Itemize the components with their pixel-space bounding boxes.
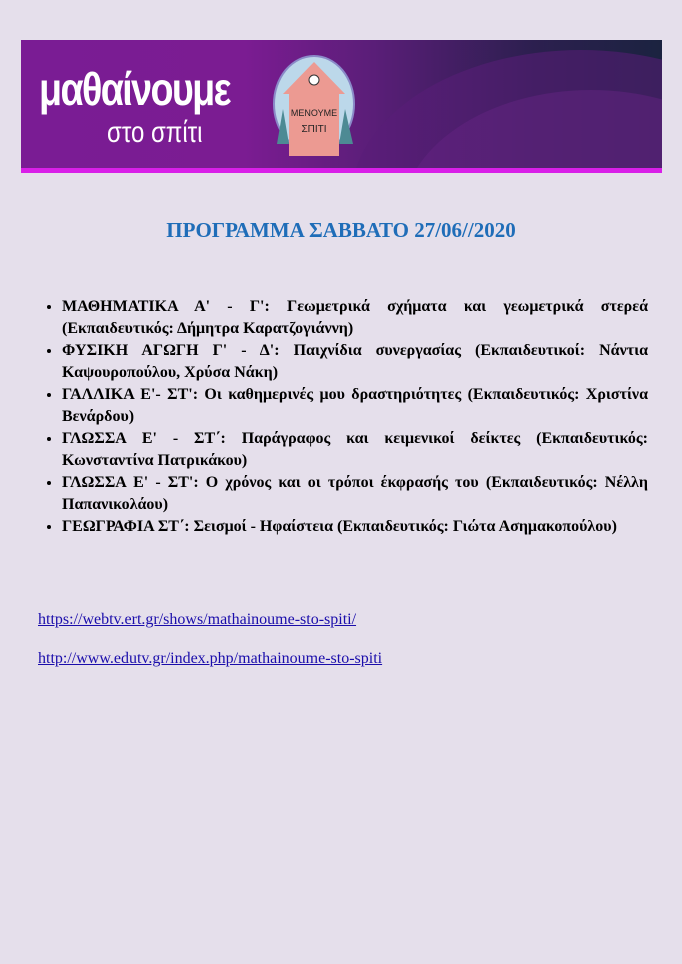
list-item: • ΓΑΛΛΙΚΑ Ε'- ΣΤ': Οι καθημερινές μου δραστηριότητες (Εκπαιδευτικός: Χριστίνα Βενάρδου) <box>62 384 648 428</box>
svg-text:ΣΠΙΤΙ: ΣΠΙΤΙ <box>301 124 327 135</box>
edutv-link[interactable]: http://www.edutv.gr/index.php/mathainoume-sto-spiti <box>38 650 383 667</box>
list-item: • ΦΥΣΙΚΗ ΑΓΩΓΗ Γ' - Δ': Παιχνίδια συνεργασίας (Εκπαιδευτικοί: Νάντια Καψουροπούλου, Χρύσα Νάκη) <box>62 340 648 384</box>
page-title: ΠΡΟΓΡΑΜΜΑ ΣΑΒΒΑΤΟ 27/06//2020 <box>166 218 516 242</box>
house-logo-icon <box>269 54 359 158</box>
program-list <box>62 296 648 538</box>
list-item: • ΓΕΩΓΡΑΦΙΑ ΣΤ΄: Σεισμοί - Ηφαίστεια (Εκπαιδευτικός: Γιώτα Ασημακοπούλου) <box>62 516 648 538</box>
svg-text:ΜΕΝΟΥΜΕ: ΜΕΝΟΥΜΕ <box>290 108 338 118</box>
list-item: • ΓΛΩΣΣΑ Ε' - ΣΤ΄: Παράγραφος και κειμενικοί δείκτες (Εκπαιδευτικός: Κωνσταντίνα Πατρικάκου) <box>62 428 648 472</box>
header-banner <box>21 40 662 173</box>
list-item: • ΜΑΘΗΜΑΤΙΚΑ Α' - Γ': Γεωμετρικά σχήματα και γεωμετρικά στερεά (Εκπαιδευτικός: Δήμητρα Καρατζογιάννη) <box>62 296 648 340</box>
list-item: • ΓΛΩΣΣΑ Ε' - ΣΤ': Ο χρόνος και οι τρόποι έκφρασής του (Εκπαιδευτικός: Νέλλη Παπανικολάου) <box>62 472 648 516</box>
ert-webtv-link[interactable]: https://webtv.ert.gr/shows/mathainoume-sto-spiti/ <box>38 611 357 628</box>
logo-text-line1: μαθαίνουμε <box>39 63 230 115</box>
logo-text-line2: στο σπίτι <box>107 116 203 149</box>
banner-stripe <box>21 168 662 173</box>
